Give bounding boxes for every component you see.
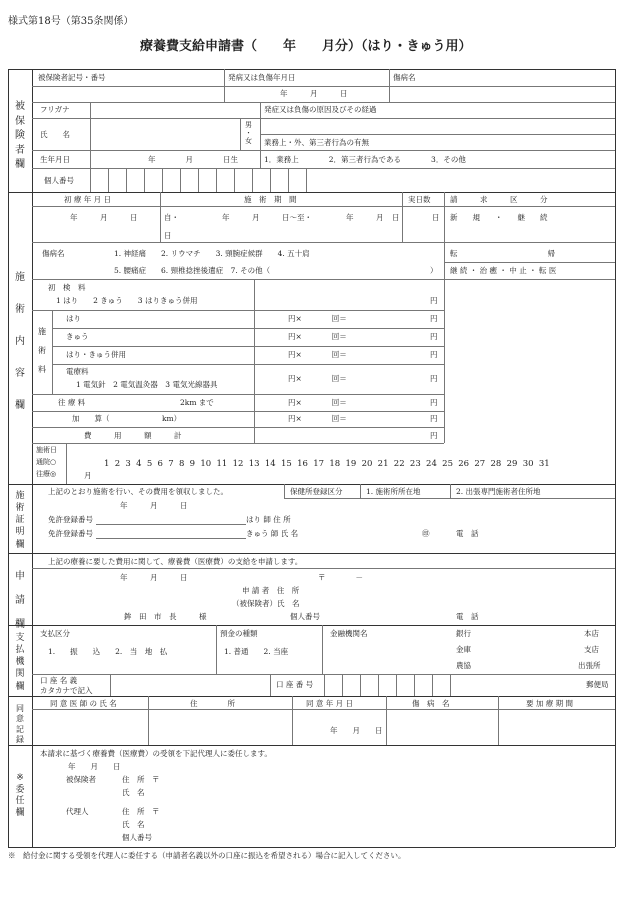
actual-days-unit: 日 (432, 213, 440, 222)
bank-kind-bank: 銀行 (456, 629, 471, 638)
consent-address-label: 住 所 (190, 699, 235, 708)
payment-section-label: 支 払 機 関 欄 (15, 633, 25, 692)
post-office-label: 郵便局 (586, 680, 609, 689)
office-option-1: 1. 施術所所在地 (366, 487, 421, 496)
birth-ymd: 年 月 日生 (148, 155, 238, 164)
applicant-name: （被保険者）氏 名 (232, 599, 300, 608)
first-date-label: 初 療 年 月 日 (64, 195, 112, 204)
delegation-agent-personal-number: 個人番号 (122, 833, 152, 842)
payment-type-label: 支払区分 (40, 629, 70, 638)
initial-fee-options: 1 はり 2 きゅう 3 はりきゅう併用 (56, 296, 198, 305)
total-fee-yen: 円 (430, 431, 438, 440)
office-option-2: 2. 出張専門施術者住所地 (456, 487, 541, 496)
injury-name-label: 傷病名 (393, 73, 416, 82)
consent-disease-label: 傷 病 名 (412, 699, 450, 708)
fee-row-hari-label: はり (66, 314, 81, 323)
delegation-section-label: ※ 委 任 欄 (15, 773, 25, 819)
license-number-2: 免許登録番号 (48, 529, 93, 538)
form-number: 様式第18号（第35条関係） (8, 16, 134, 27)
visit-fee-label: 往 療 料 (58, 398, 86, 407)
outcome-options: 継 続 ・ 治 癒 ・ 中 止 ・ 転 医 (450, 266, 557, 275)
fee-row-combo-calc: 円× 回＝ (288, 350, 347, 359)
branch-kind-main: 本店 (584, 629, 599, 638)
branch-kind-sub: 出張所 (578, 661, 601, 670)
applicant-address: 申 請 者 住 所 (242, 586, 300, 595)
mayor-addressee: 鉾 田 市 長 様 (124, 612, 207, 621)
period-label: 施 術 期 間 (244, 195, 297, 204)
practitioner-address: はり 師 住 所 (246, 515, 291, 524)
certification-statement: 上記のとおり施術を行い、その費用を領収しました。 (48, 487, 228, 496)
outcome-label: 転 帰 (450, 249, 555, 258)
furigana-label: フリガナ (40, 105, 70, 114)
consent-period-label: 要 加 療 期 間 (526, 699, 574, 708)
delegation-insured-name: 氏 名 (122, 788, 145, 797)
sex-female: 女 (245, 137, 252, 145)
application-statement: 上記の療養に要した費用に関して、療養費（医療費）の支給を申請します。 (48, 557, 303, 566)
footnote: ※ 給付金に関する受領を代理人に委任する（申請者名義以外の口座に振込を希望される）場合に記入してください。 (8, 851, 406, 860)
application-ymd: 年 月 日 (120, 573, 188, 582)
sex-male: 男 (245, 121, 252, 129)
form-title: 療養費支給申請書（ 年 月分）（はり・きゅう用） (140, 39, 472, 54)
payment-type-options: 1. 振 込 2. 当 地 払 (48, 647, 168, 656)
extra-fee-label: 加 算（ km） (72, 414, 182, 423)
house-call-label: 往療◎ (36, 470, 57, 478)
delegation-agent-name: 氏 名 (122, 820, 145, 829)
applicant-personal-number: 個人番号 (290, 612, 320, 621)
cause-label: 発症又は負傷の原因及びその経過 (264, 105, 377, 114)
disease-label: 傷病名 (42, 249, 65, 258)
practitioner-name: きゅう 師 氏 名 (246, 529, 299, 538)
certification-tel: 電 話 (456, 529, 479, 538)
consent-doctor-label: 同 意 医 師 の 氏 名 (50, 699, 117, 708)
period-to-day: 日 (164, 231, 172, 240)
bank-name-label: 金融機関名 (330, 629, 368, 638)
outpatient-label: 通院○ (36, 458, 57, 466)
applicant-tel: 電 話 (456, 612, 479, 621)
fee-row-combo-label: はり・きゅう併用 (66, 350, 126, 359)
month-label: 月 (84, 471, 92, 480)
fee-row-kyu-yen: 円 (430, 332, 438, 341)
visit-fee-yen: 円 (430, 398, 438, 407)
account-holder-label: 口 座 名 義 (40, 676, 78, 685)
bank-kind-shinkin: 金庫 (456, 645, 471, 654)
bank-kind-nokyo: 農協 (456, 661, 471, 670)
extra-fee-yen: 円 (430, 414, 438, 423)
fee-row-kyu-calc: 円× 回＝ (288, 332, 347, 341)
account-type-options: 1. 普通 2. 当座 (224, 647, 289, 656)
work-related-options: 1．業務上 2．第三者行為である 3．その他 (264, 155, 466, 164)
personal-number-label: 個人番号 (44, 176, 74, 185)
electric-fee-label: 電療料 (66, 367, 89, 376)
extra-fee-calc: 円× 回＝ (288, 414, 347, 423)
delegation-ymd: 年 月 日 (68, 762, 121, 771)
fee-section-label: 施 術 料 (38, 327, 46, 375)
day-numbers: 1 2 3 4 5 6 7 8 9 10 11 12 13 14 15 16 17 18 19 20 21 22 23 24 25 26 27 28 29 30 31 (104, 459, 550, 469)
birth-date-label: 生年月日 (40, 155, 70, 164)
electric-fee-calc: 円× 回＝ (288, 374, 347, 383)
first-ymd: 年 月 日 (70, 213, 138, 222)
certification-section-label: 施 術 証 明 欄 (15, 491, 25, 550)
branch-kind-branch: 支店 (584, 645, 599, 654)
electric-fee-yen: 円 (430, 374, 438, 383)
name-label: 氏 名 (40, 130, 70, 139)
electric-fee-options: 1 電気針 2 電気温灸器 3 電気光線器具 (76, 380, 218, 389)
consent-date-label: 同 意 年 月 日 (306, 699, 354, 708)
period-from-ymd: 年 月 日〜至・ (222, 213, 312, 222)
account-number-label: 口 座 番 号 (276, 680, 314, 689)
period-from: 自・ (164, 213, 179, 222)
visit-distance: 2km まで (180, 398, 214, 407)
fee-row-hari-calc: 円× 回＝ (288, 314, 347, 323)
onset-ymd: 年 月 日 (280, 89, 348, 98)
actual-days-label: 実日数 (408, 195, 431, 204)
visit-fee-calc: 円× 回＝ (288, 398, 347, 407)
delegation-statement: 本請求に基づく療養費（医療費）の受領を下記代理人に委任します。 (40, 749, 272, 758)
initial-fee-yen: 円 (430, 296, 438, 305)
insured-section-label: 被 保 険 者 欄 (15, 101, 25, 170)
total-fee-label: 費 用 額 計 (84, 431, 182, 440)
onset-date-label: 発病又は負傷年月日 (228, 73, 296, 82)
license-number-1: 免許登録番号 (48, 515, 93, 524)
treatment-section-label: 施 術 内 容 欄 (15, 272, 25, 411)
delegation-insured-label: 被保険者 (66, 775, 96, 784)
disease-close-paren: ） (430, 266, 438, 275)
delegation-insured-address: 住 所 〒 (122, 775, 160, 784)
consent-section-label: 同 意 記 録 (16, 704, 24, 745)
disease-options-2: 5. 腰痛症 6. 頸椎捻挫後遺症 7. その他（ (114, 266, 271, 275)
disease-options-1: 1. 神経痛 2. リウマチ 3. 頸腕症候群 4. 五十肩 (114, 249, 310, 258)
insured-number-label: 被保険者記号・番号 (38, 73, 106, 82)
work-related-label: 業務上・外、第三者行為の有無 (264, 138, 369, 147)
certification-ymd: 年 月 日 (120, 501, 188, 510)
treatment-day-label: 施術日 (36, 446, 57, 454)
sex-dot: ・ (245, 129, 252, 137)
fee-row-combo-yen: 円 (430, 350, 438, 359)
account-type-label: 預金の種類 (220, 629, 258, 638)
period-day-unit: 日 (392, 213, 400, 222)
period-to-ymd: 年 月 (346, 213, 384, 222)
application-postal: 〒 － (318, 573, 363, 582)
claim-category-label: 請 求 区 分 (450, 195, 548, 204)
fee-row-hari-yen: 円 (430, 314, 438, 323)
initial-fee-label: 初 検 料 (48, 283, 86, 292)
delegation-agent-address: 住 所 〒 (122, 807, 160, 816)
new-continue: 新 規 ・ 継 続 (450, 213, 548, 222)
fee-row-kyu-label: きゅう (66, 332, 89, 341)
office-type-label: 保健所登録区分 (290, 487, 343, 496)
seal-mark: ㊞ (422, 529, 430, 538)
consent-ymd: 年 月 日 (330, 726, 383, 735)
account-holder-katakana: カタカナで記入 (40, 686, 93, 695)
delegation-agent-label: 代理人 (66, 807, 89, 816)
application-section-label: 申 請 欄 (15, 571, 25, 630)
